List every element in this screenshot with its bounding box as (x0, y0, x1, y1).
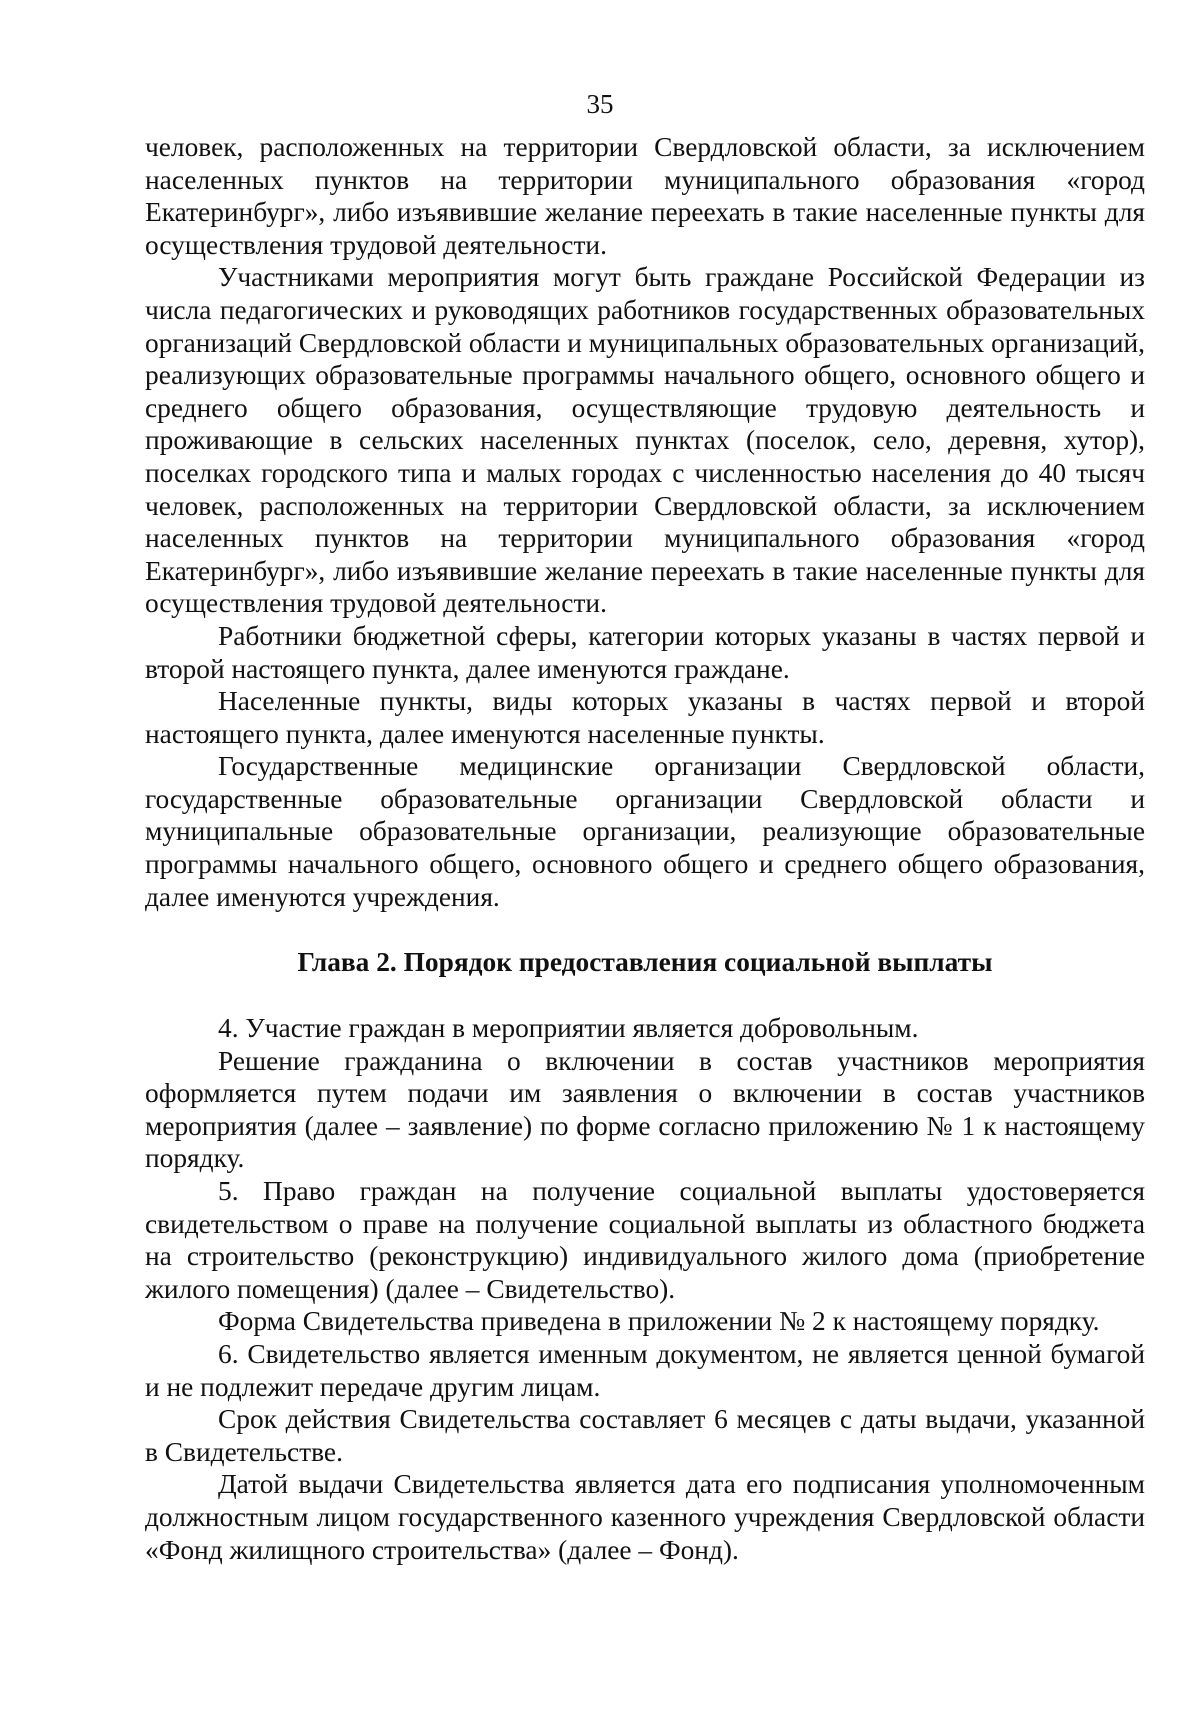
body-text-top (145, 131, 1145, 913)
paragraph-item-4: 4. Участие граждан в мероприятии является добровольным. (218, 1013, 919, 1043)
paragraph-item-6: 6. Свидетельство является именным документом, не является ценной бумагой и не подлежит передаче другим лицам. (145, 1338, 1145, 1402)
paragraph-application: Решение гражданина о включении в состав участников мероприятия оформляется путем подачи им заявления о включении в состав участников мероприятия (далее – заявление) по форме согласно приложению № 1 к настоящему порядку. (145, 1045, 1145, 1174)
paragraph-participants-teachers: Участниками мероприятия могут быть граждане Российской Федерации из числа педагогических и руководящих работников государственных образовательных организаций Свердловской области и муниципальных образовательных организаций, реализующих образовательные программы начального общего, основного общего и среднего общего образования, осуществляющие трудовую деятельность и проживающие в сельских населенных пунктах (поселок, село, деревня, хутор), поселках городского типа и малых городах с численностью населения до 40 тысяч человек, расположенных на территории Свердловской области, за исключением населенных пунктов на территории муниципального образования «город Екатеринбург», либо изъявившие желание переехать в такие населенные пункты для осуществления трудовой деятельности. (145, 262, 1145, 619)
paragraph-validity-period: Срок действия Свидетельства составляет 6 месяцев с даты выдачи, указанной в Свидетельстве. (145, 1404, 1145, 1467)
paragraph-continuation: человек, расположенных на территории Свердловской области, за исключением населенных пунктов на территории муниципального образования «город Екатеринбург», либо изъявившие желание переехать в такие населенные пункты для осуществления трудовой деятельности. (145, 132, 1145, 260)
body-text-bottom (145, 1012, 1145, 1566)
paragraph-institutions-definition: Государственные медицинские организации Свердловской области, государственные образовательные организации Свердловской области и муниципальные образовательные организации, реализующие образовательные программы начального общего, основного общего и среднего общего образования, далее именуются учреждения. (145, 751, 1145, 912)
paragraph-certificate-form: Форма Свидетельства приведена в приложении № 2 к настоящему порядку. (218, 1306, 1100, 1337)
chapter-heading: Глава 2. Порядок предоставления социальной выплаты (297, 947, 993, 977)
paragraph-citizens-definition: Работники бюджетной сферы, категории которых указаны в частях первой и второй настоящего пункта, далее именуются граждане. (145, 620, 1145, 684)
paragraph-item-5: 5. Право граждан на получение социальной выплаты удостоверяется свидетельством о праве на получение социальной выплаты из областного бюджета на строительство (реконструкцию) индивидуального жилого дома (приобретение жилого помещения) (далее – Свидетельство). (145, 1175, 1145, 1304)
page-number: 35 (586, 89, 614, 119)
paragraph-issue-date: Датой выдачи Свидетельства является дата его подписания уполномоченным должностным лицом государственного казенного учреждения Свердловской области «Фонд жилищного строительства» (далее – Фонд). (145, 1469, 1145, 1565)
paragraph-settlements-definition: Населенные пункты, виды которых указаны в частях первой и второй настоящего пункта, далее именуются населенные пункты. (145, 686, 1145, 749)
